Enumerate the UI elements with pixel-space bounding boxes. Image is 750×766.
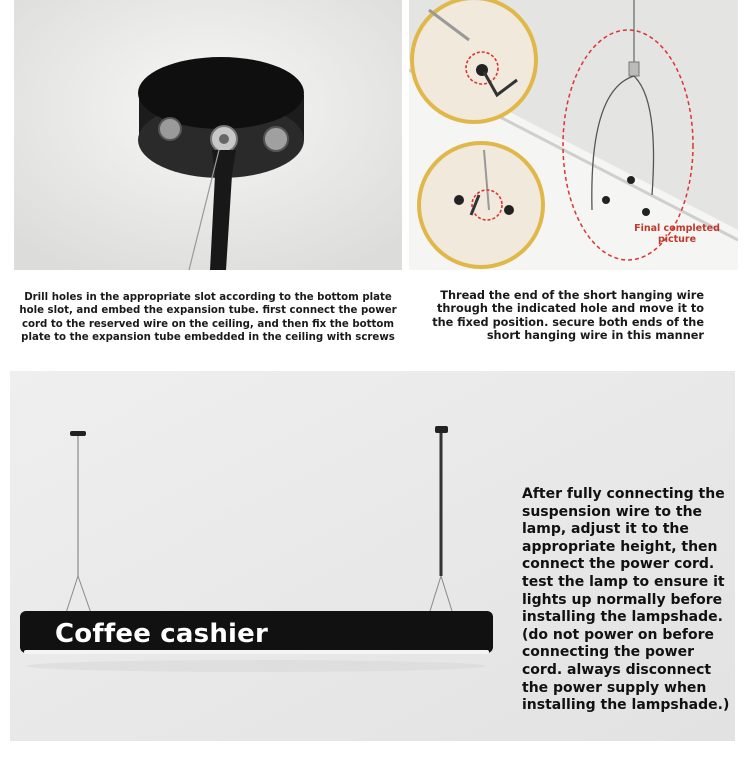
canopy-right — [435, 426, 448, 433]
zoom-circle-bottom — [419, 143, 543, 267]
zoom-circle-top — [412, 0, 536, 122]
step2-caption: Thread the end of the short hanging wire through the indicated hole and move it to the fixed position. secure both ends of the short hanging wire in this manner — [432, 289, 704, 343]
step3-description: After fully connecting the suspension wire to the lamp, adjust it to the appropriate height, then connect the power cord. test the lamp to ensure it lights up normally before installing the lampshade. (do not power on before connecting the power cord. always disconnect the power supply when installing the lampshade.) — [522, 486, 730, 714]
lamp-diffuser — [24, 650, 489, 654]
canopy-top — [138, 57, 304, 129]
screw-left — [159, 118, 181, 140]
screw-right — [264, 127, 288, 151]
canopy-photo — [14, 0, 402, 270]
canopy-illustration — [14, 0, 402, 270]
lamp-label: Coffee cashier — [55, 619, 268, 649]
step1-caption: Drill holes in the appropriate slot according to the bottom plate hole slot, and embed the expansion tube. first connect the power cord to the reserved wire on the ceiling, and then fix the bottom plate to the expansion tube embedded in the ceiling with screws — [19, 292, 397, 344]
canopy-left — [70, 431, 86, 436]
final-picture-label: Final completed picture — [634, 223, 720, 245]
